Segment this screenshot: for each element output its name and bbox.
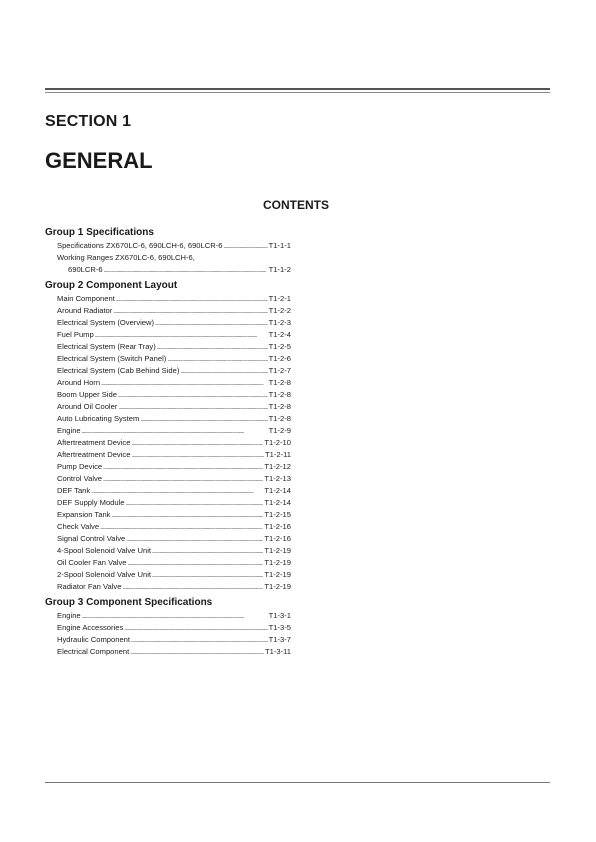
table-of-contents — [45, 226, 291, 661]
section-title: GENERAL — [45, 148, 153, 173]
toc-entry[interactable] — [45, 646, 291, 658]
toc-entry-page: T1-2-10 — [264, 438, 291, 447]
dot-leader — [126, 497, 264, 509]
dot-leader — [130, 646, 264, 658]
toc-entry-title: Expansion Tank — [57, 510, 111, 519]
toc-entry-page: T1-2-8 — [268, 414, 291, 423]
dot-leader — [118, 401, 267, 413]
dot-leader — [124, 622, 267, 634]
dot-leader — [122, 581, 263, 593]
dot-leader — [104, 264, 268, 276]
toc-entry-page: T1-2-19 — [264, 558, 291, 567]
toc-entry-page: T1-1-1 — [268, 241, 291, 250]
toc-entry-page: T1-2-14 — [264, 498, 291, 507]
toc-entry-title: Main Component — [57, 294, 115, 303]
toc-entry-title: DEF Tank — [57, 486, 91, 495]
toc-entry[interactable] — [45, 569, 291, 581]
toc-entry[interactable] — [45, 252, 291, 264]
toc-entry-title: DEF Supply Module — [57, 498, 125, 507]
toc-entry-page: T1-2-2 — [268, 306, 291, 315]
toc-entry[interactable] — [45, 293, 291, 305]
toc-entry-title: Engine Accessories — [57, 623, 124, 632]
toc-entry[interactable] — [45, 473, 291, 485]
toc-entry-title: 690LCR-6 — [68, 265, 103, 274]
toc-entry-title: Specifications ZX670LC-6, 690LCH-6, 690LCR-6 — [57, 241, 223, 250]
toc-entry-page: T1-2-16 — [264, 522, 291, 531]
toc-entry-page: T1-2-5 — [268, 342, 291, 351]
group-title: Group 1 Specifications — [45, 227, 154, 238]
toc-entry[interactable] — [45, 377, 291, 389]
toc-entry-page: T1-3-1 — [268, 611, 291, 620]
toc-entry-title: Signal Control Valve — [57, 534, 126, 543]
toc-entry-title: Electrical System (Switch Panel) — [57, 354, 167, 363]
toc-entry-title: Pump Device — [57, 462, 103, 471]
toc-entry-title: 2-Spool Solenoid Valve Unit — [57, 570, 151, 579]
toc-entry-title: Engine — [57, 426, 81, 435]
toc-entry-title: Check Valve — [57, 522, 100, 531]
dot-leader — [118, 389, 268, 401]
toc-entry-title: Electrical Component — [57, 647, 130, 656]
toc-entry-page: T1-2-15 — [264, 510, 291, 519]
toc-entry[interactable] — [45, 610, 291, 622]
header-rule-thick — [45, 88, 550, 90]
toc-entry[interactable] — [45, 389, 291, 401]
dot-leader — [82, 610, 268, 622]
dot-leader — [113, 305, 267, 317]
dot-leader — [126, 533, 263, 545]
dot-leader — [131, 634, 268, 646]
dot-leader — [131, 449, 264, 461]
toc-entry-title: Radiator Fan Valve — [57, 582, 122, 591]
dot-leader — [140, 413, 267, 425]
toc-entry[interactable] — [45, 461, 291, 473]
toc-entry-page: T1-3-5 — [268, 623, 291, 632]
toc-entry[interactable] — [45, 317, 291, 329]
toc-entry[interactable] — [45, 521, 291, 533]
dot-leader — [128, 557, 264, 569]
toc-entry[interactable] — [45, 634, 291, 646]
toc-entry[interactable] — [45, 341, 291, 353]
toc-entry-page: T1-2-13 — [264, 474, 291, 483]
toc-entry[interactable] — [45, 305, 291, 317]
dot-leader — [95, 329, 268, 341]
toc-entry[interactable] — [45, 545, 291, 557]
dot-leader — [103, 461, 263, 473]
toc-entry-title: Aftertreatment Device — [57, 438, 131, 447]
footer-rule — [45, 782, 550, 783]
toc-entry[interactable] — [45, 437, 291, 449]
toc-entry-page: T1-2-8 — [268, 402, 291, 411]
header-rule-thin — [45, 92, 550, 93]
dot-leader — [157, 341, 268, 353]
toc-entry[interactable] — [45, 413, 291, 425]
toc-entry[interactable] — [45, 485, 291, 497]
toc-entry-title: Fuel Pump — [57, 330, 94, 339]
toc-entry[interactable] — [45, 557, 291, 569]
toc-entry-page: T1-2-4 — [268, 330, 291, 339]
dot-leader — [101, 377, 268, 389]
group-title: Group 2 Component Layout — [45, 280, 178, 291]
toc-entry-page: T1-2-14 — [264, 486, 291, 495]
toc-entry-title: Oil Cooler Fan Valve — [57, 558, 127, 567]
toc-entry-title: 4-Spool Solenoid Valve Unit — [57, 546, 151, 555]
toc-entry-page: T1-2-8 — [268, 378, 291, 387]
toc-entry[interactable] — [45, 622, 291, 634]
dot-leader — [223, 240, 267, 252]
toc-entry[interactable] — [45, 497, 291, 509]
toc-entry[interactable] — [45, 533, 291, 545]
toc-entry[interactable] — [45, 365, 291, 377]
toc-entry-title: Around Horn — [57, 378, 101, 387]
toc-entry[interactable] — [45, 509, 291, 521]
dot-leader — [152, 545, 263, 557]
dot-leader — [167, 353, 267, 365]
toc-group — [45, 596, 291, 658]
toc-entry-page: T1-2-6 — [268, 354, 291, 363]
toc-entry[interactable] — [45, 449, 291, 461]
toc-group — [45, 226, 291, 276]
toc-entry-page: T1-2-19 — [264, 570, 291, 579]
dot-leader — [91, 485, 263, 497]
toc-entry-title: Around Radiator — [57, 306, 113, 315]
toc-entry-page: T1-2-8 — [268, 390, 291, 399]
toc-entry-page: T1-1-2 — [268, 265, 291, 274]
toc-entry-page: T1-2-11 — [264, 450, 291, 459]
toc-entry-title: Around Oil Cooler — [57, 402, 118, 411]
dot-leader — [116, 293, 268, 305]
toc-entry[interactable] — [45, 353, 291, 365]
toc-entry-title: Auto Lubricating System — [57, 414, 140, 423]
toc-entry-page: T1-2-19 — [264, 546, 291, 555]
group-title: Group 3 Component Specifications — [45, 597, 213, 608]
toc-entry-page: T1-2-16 — [264, 534, 291, 543]
dot-leader — [111, 509, 263, 521]
toc-entry-title: Boom Upper Side — [57, 390, 117, 399]
toc-entry-page: T1-3-11 — [264, 647, 291, 656]
dot-leader — [152, 569, 263, 581]
toc-entry-page: T1-3-7 — [268, 635, 291, 644]
dot-leader — [180, 365, 267, 377]
dot-leader — [82, 425, 268, 437]
toc-entry-page: T1-2-19 — [264, 582, 291, 591]
toc-entry-title: Control Valve — [57, 474, 103, 483]
toc-entry-page: T1-2-12 — [264, 462, 291, 471]
dot-leader — [155, 317, 268, 329]
toc-entry-title: Engine — [57, 611, 81, 620]
toc-entry[interactable] — [45, 401, 291, 413]
toc-entry[interactable] — [45, 329, 291, 341]
toc-entry-title: Electrical System (Cab Behind Side) — [57, 366, 180, 375]
toc-entry-title: Aftertreatment Device — [57, 450, 131, 459]
toc-entry-page: T1-2-1 — [268, 294, 291, 303]
toc-entry[interactable] — [45, 581, 291, 593]
dot-leader — [100, 521, 263, 533]
toc-entry-title: Electrical System (Rear Tray) — [57, 342, 156, 351]
toc-entry-page: T1-2-3 — [268, 318, 291, 327]
toc-entry-page: T1-2-9 — [268, 426, 291, 435]
toc-entry[interactable] — [45, 264, 291, 276]
toc-entry[interactable] — [45, 425, 291, 437]
toc-entry[interactable] — [45, 240, 291, 252]
dot-leader — [103, 473, 263, 485]
toc-entry-title: Working Ranges ZX670LC-6, 690LCH-6, — [57, 253, 195, 262]
contents-heading: CONTENTS — [263, 198, 329, 212]
toc-entry-title: Hydraulic Component — [57, 635, 131, 644]
toc-entry-page: T1-2-7 — [268, 366, 291, 375]
section-label: SECTION 1 — [45, 113, 132, 130]
dot-leader — [131, 437, 263, 449]
toc-entry-title: Electrical System (Overview) — [57, 318, 155, 327]
toc-group — [45, 279, 291, 593]
